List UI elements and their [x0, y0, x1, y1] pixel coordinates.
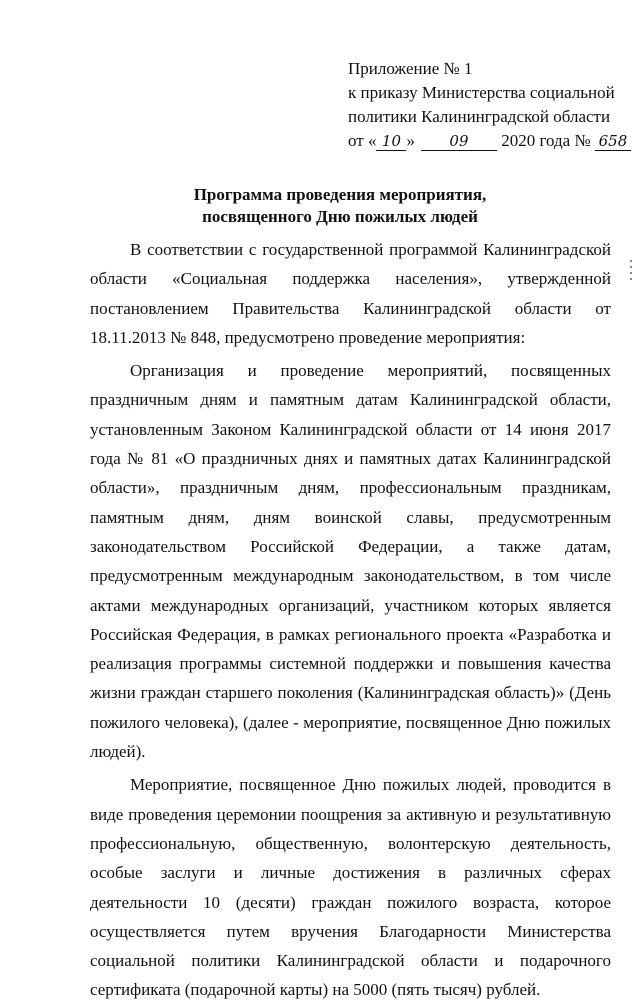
appendix-header — [348, 57, 628, 153]
paragraph-event: Мероприятие, посвященное Дню пожилых людей, проводится в виде проведения церемонии поощрения за активную и результативную профессиональную, общественную, волонтерскую деятельность, особые заслуги и личные достижения в различных сферах деятельности 10 (десяти) граждан пожилого возраста, которое осуществляется путем вручения Благодарности Министерства социальной политики Калининградской области и подарочного сертификата (подарочной карты) на 5000 (пять тысяч) рублей. — [90, 775, 611, 1000]
handwritten-order-number: 658 — [595, 132, 631, 151]
date-year: 2020 года № — [501, 131, 591, 150]
date-prefix: от « — [348, 131, 377, 150]
appendix-order-ref: к приказу Министерства социальной — [348, 83, 615, 102]
title-line-2: посвященного Дню пожилых людей — [202, 207, 478, 226]
handwritten-day: 10 — [376, 132, 406, 151]
title-line-1: Программа проведения мероприятия, — [193, 185, 487, 204]
paragraph-intro: В соответствии с государственной программой Калининградской области «Социальная поддержка населения», утвержденной постановлением Правительства Калининградской области от 18.11.2013 № 848, предусмотрено проведение мероприятия: — [90, 240, 611, 347]
scan-edge-mark — [630, 260, 632, 284]
appendix-title: Приложение № 1 — [348, 59, 473, 78]
document-body — [90, 235, 611, 1005]
document-title — [60, 184, 620, 228]
appendix-date-line — [348, 129, 628, 153]
date-mid: » — [406, 131, 415, 150]
appendix-ministry: политики Калининградской области — [348, 107, 611, 126]
paragraph-organization: Организация и проведение мероприятий, посвященных праздничным дням и памятным датам Калининградской области, установленным Законом Калининградской области от 14 июня 2017 года № 81 «О праздничных днях и памятных датах Калининградской области», праздничным дням, профессиональным праздникам, памятным дням, дням воинской славы, предусмотренным законодательством Российской Федерации, а также датам, предусмотренным международным законодательством, в том числе актами международных организаций, участником которых является Российская Федерация, в рамках регионального проекта «Разработка и реализация программы системной поддержки и повышения качества жизни граждан старшего поколения (Калининградская область)» (День пожилого человека), (далее - мероприятие, посвященное Дню пожилых людей). — [90, 361, 611, 762]
handwritten-month: 09 — [421, 132, 497, 151]
